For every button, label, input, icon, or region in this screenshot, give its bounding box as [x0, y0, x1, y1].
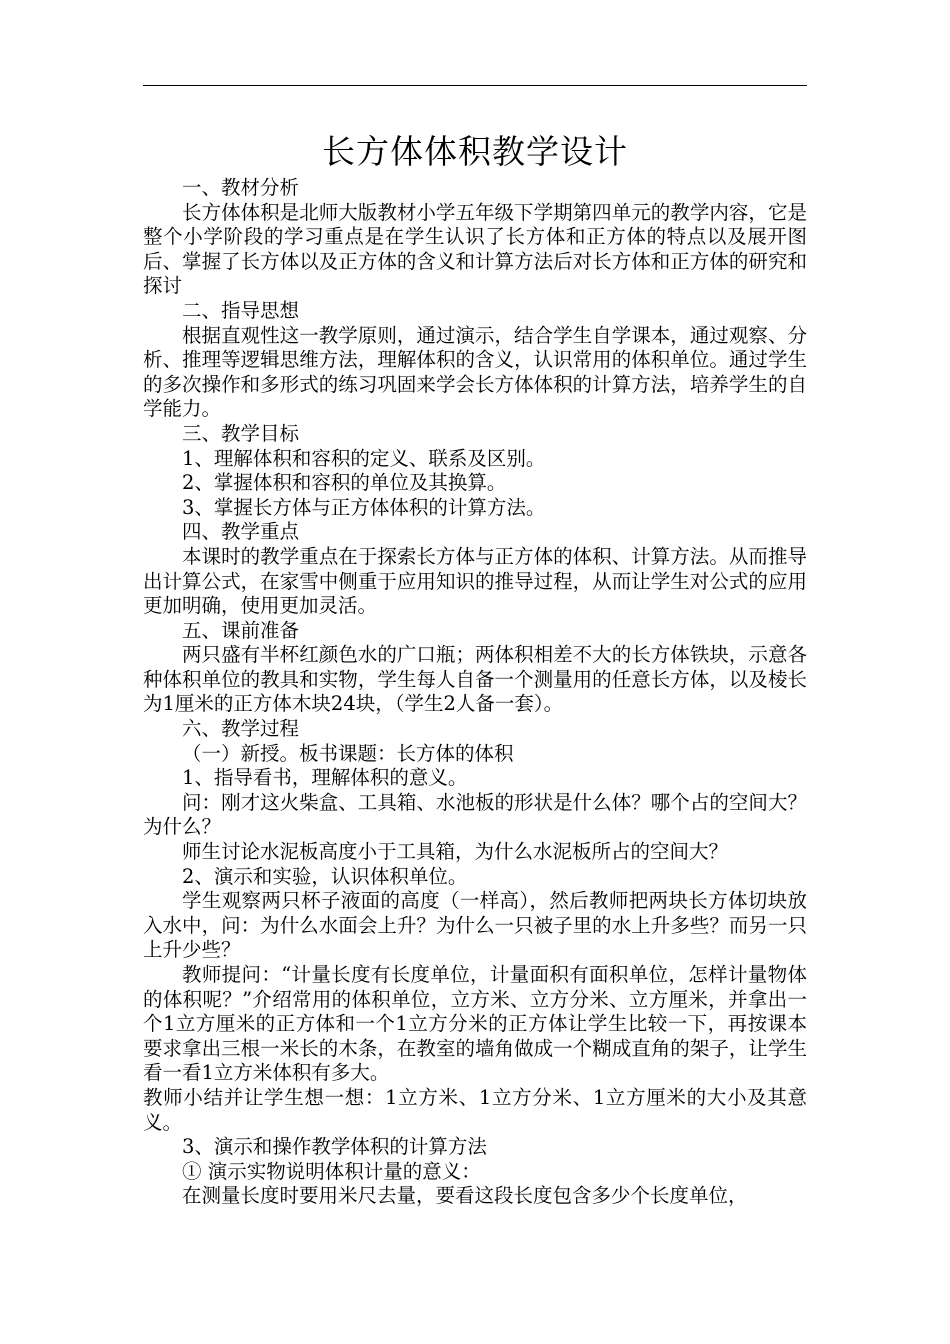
paragraph: 三、教学目标: [182, 421, 300, 445]
document-title: 长方体体积教学设计: [322, 132, 628, 171]
document-body: [143, 132, 807, 1209]
paragraph: 一、教材分析: [182, 176, 300, 199]
paragraph: 1、理解体积和容积的定义、联系及区别。: [182, 446, 546, 470]
paragraph: ① 演示实物说明体积计量的意义：: [182, 1159, 481, 1183]
paragraph: 二、指导思想: [182, 298, 300, 322]
paragraph: 根据直观性这一教学原则，通过演示，结合学生自学课本，通过观察、分析、推理等逻辑思维方法，理解体积的含义，认识常用的体积单位。通过学生的多次操作和多形式的练习巩固来学会长方体体积的计算方法，培养学生的自学能力。: [143, 323, 807, 421]
paragraph: 两只盛有半杯红颜色水的广口瓶；两体积相差不大的长方体铁块，示意各种体积单位的教具和实物，学生每人自备一个测量用的任意长方体，以及棱长为1厘米的正方体木块24块，（学生2人备一套）。: [143, 643, 807, 716]
paragraph: 师生讨论水泥板高度小于工具箱，为什么水泥板所占的空间大？: [182, 840, 729, 864]
paragraph: 3、掌握长方体与正方体体积的计算方法。: [182, 495, 546, 519]
paragraph: 1、指导看书，理解体积的意义。: [182, 766, 468, 790]
paragraph: 教师提问：“计量长度有长度单位，计量面积有面积单位，怎样计量物体的体积呢？”介绍常用的体积单位，立方米、立方分米、立方厘米，并拿出一个1立方厘米的正方体和一个1立方分米的正方体让学生比较一下，再按课本要求拿出三根一米长的木条，在教室的墙角做成一个糊成直角的架子，让学生看一看1立方米体积有多大。: [143, 963, 807, 1085]
paragraph: 教师小结并让学生想一想：1立方米、1立方分米、1立方厘米的大小及其意义。: [143, 1085, 807, 1134]
paragraph: 学生观察两只杯子液面的高度（一样高），然后教师把两块长方体切块放入水中，问：为什么水面会上升？为什么一只被子里的水上升多些？而另一只上升少些？: [143, 889, 807, 962]
paragraph: 本课时的教学重点在于探索长方体与正方体的体积、计算方法。从而推导出计算公式，在家雪中侧重于应用知识的推导过程，从而让学生对公式的应用更加明确，使用更加灵活。: [143, 544, 807, 618]
paragraph: 长方体体积是北师大版教材小学五年级下学期第四单元的教学内容，它是整个小学阶段的学习重点是在学生认识了长方体和正方体的特点以及展开图后、掌握了长方体以及正方体的含义和计算方法后对长方体和正方体的研究和探讨: [143, 200, 807, 298]
paragraph-list: [143, 176, 807, 1209]
paragraph: 2、演示和实验，认识体积单位。: [182, 864, 468, 888]
paragraph: 在测量长度时要用米尺去量，要看这段长度包含多少个长度单位，: [182, 1184, 748, 1208]
paragraph: （一）新授。板书课题：长方体的体积: [182, 741, 514, 765]
paragraph: 3、演示和操作教学体积的计算方法: [182, 1135, 487, 1159]
paragraph: 五、课前准备: [182, 618, 300, 642]
paragraph: 六、教学过程: [182, 717, 300, 741]
header-rule: [143, 85, 807, 86]
paragraph: 2、掌握体积和容积的单位及其换算。: [182, 471, 507, 495]
paragraph: 问：刚才这火柴盒、工具箱、水池板的形状是什么体？哪个占的空间大？为什么？: [143, 790, 807, 839]
paragraph: 四、教学重点: [182, 520, 300, 544]
